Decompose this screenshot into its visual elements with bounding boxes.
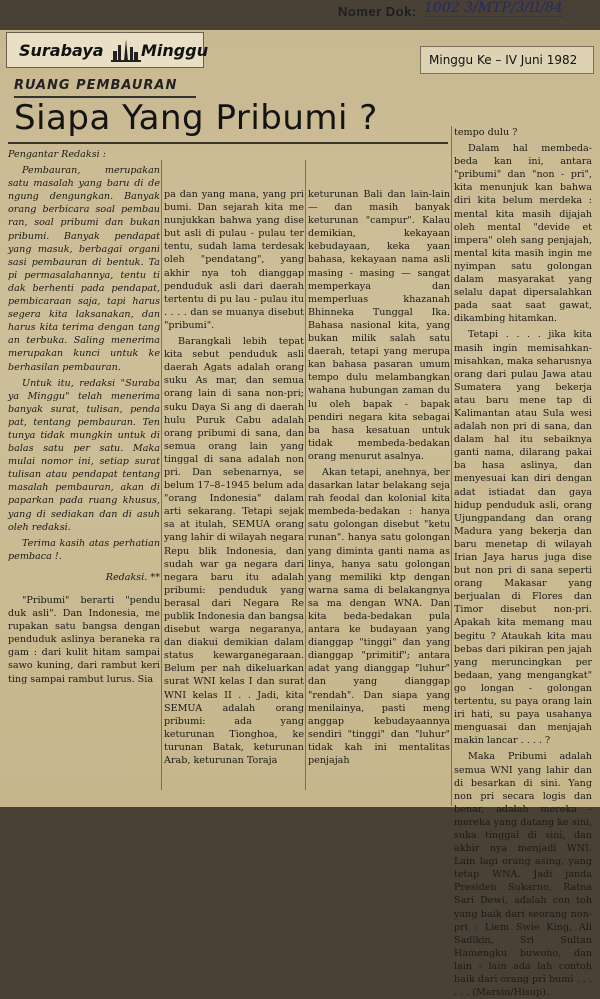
title-rule xyxy=(8,142,448,144)
document-number-value: 1002 3/MTP/3/II/84 xyxy=(424,0,563,16)
paragraph: Akan tetapi, anehnya, ber dasarkan latar belakang seja rah feodal dan kolonial kita membeda-bedakan : hanya satu golongan disebut "ketu runan". hanya satu golongan yang diminta ganti nama as linya, hanya satu golongan yang memiliki ktp dengan warna sama di belakangnya sa ma dengan WNA. Dan kita beda-bedakan pula antara ke budayaan yang dianggap "tinggi" dan yang dianggap "primitif"; antara adat yang dianggap "luhur" dan yang dianggap "rendah". Dan siapa yang menilainya, pasti meng anggap kebudayaannya sendiri "tinggi" dan "luhur" tidak kah ini mentalitas penjajah xyxy=(308,466,450,767)
rubric-heading: RUANG PEMBAURAN xyxy=(14,78,178,93)
article-column-3 xyxy=(308,188,450,808)
masthead-name-left: Surabaya xyxy=(19,41,104,60)
paragraph: pa dan yang mana, yang pri bumi. Dan sejarah kita me nunjukkan bahwa yang dise but asli di pulau - pulau ter tentu, sudah lama terdesak oleh "pendatang", yang akhir nya toh dianggap penduduk asli dari daerah tertentu di pu lau - pulau itu . . . . dan se muanya disebut "pribumi". xyxy=(164,189,304,331)
article-title: Siapa Yang Pribumi ? xyxy=(14,98,378,138)
column-divider xyxy=(305,160,306,790)
article-column-1 xyxy=(8,148,160,788)
masthead-name-right: Minggu xyxy=(141,41,209,60)
paragraph: Terima kasih atas perhatian pembaca !. xyxy=(8,537,160,562)
paragraph: keturunan Bali dan lain-lain — dan masih banyak keturunan "campur". Kalau demikian, kekayaan kebudayaan, keka yaan bahasa, kekayaan nama asli masing - masing — sangat memperkaya dan memperluas khazanah Bhinneka Tunggal Ika. Bahasa nasional kita, yang bukan milik salah satu daerah, tetapi yang merupa kan bahasa pasaran umum tempo dulu melambangkan wahana hubungan zaman du lu oleh bapak - bapak pendiri negara kita sebagai ba hasa kesatuan untuk tidak membeda-bedakan orang menurut asalnya. xyxy=(308,189,450,462)
paragraph: Pembauran, merupakan satu masalah yang baru di de ngung dengungkan. Banyak orang berbicara soal pembau ran, soal pribumi dan bukan pribumi. Banyak pendapat yang masuk, berbagai organi sasi pembauran di bentuk. Ta pi permasalahannya, tentu ti dak berhenti pada pendapat, pembicaraan saja, tapi harus segera kita laksanakan, dan harus kita terima dengan tang an terbuka. Saling menerima merupakan kunci untuk ke berhasilan pembauran. xyxy=(8,165,160,373)
editorial-signature: Redaksi. ** xyxy=(105,571,160,583)
paragraph: tempo dulu ? xyxy=(454,127,518,138)
edition-date: Minggu Ke – IV Juni 1982 xyxy=(429,53,578,67)
newspaper-clipping xyxy=(0,30,600,999)
paragraph: "Pribumi" berarti "pendu duk asli". Dan Indonesia, me rupakan satu bangsa dengan penduduk aslinya beraneka ra gam : dari kulit hitam sampai sawo kuning, dari rambut keri ting sampai rambut lurus. Sia xyxy=(8,595,160,685)
document-number-label: Nomer Dok: xyxy=(338,4,417,19)
masthead xyxy=(6,32,209,68)
city-skyline-icon xyxy=(111,37,141,63)
edition-box xyxy=(420,46,594,74)
paragraph: Maka Pribumi adalah semua WNI yang lahir dan di besarkan di sini. Yang non pri secara logis dan benar, adalah mereka - mereka yang datang ke sini, suka tinggal di sini, dan akhir nya menjadi WNI. Lain lagi orang asing, yang tetap WNA. Jadi janda Presiden Sukarno, Ratna Sari Dewi, adalah con toh yang baik dari seorang non-pri : Liem Swie King, Ali Sadikin, Sri Sultan Hamengku buwono, dan lain - lain ada lah contoh baik dari orang pri bumi . . . . . . (Marsin/Hisup). xyxy=(454,751,592,999)
document-number-handwritten xyxy=(424,0,563,16)
column-divider xyxy=(161,160,162,790)
paragraph: Untuk itu, redaksi "Suraba ya Minggu" telah menerima banyak surat, tulisan, penda pat, tentang pembauran. Ten tunya tidak mungkin untuk di balas satu per satu. Maka mulai nomor ini, setiap surat tulisan atau pendapat tentang masalah pembauran, akan di paparkan pada ruang khusus, yang di sediakan dan di asuh oleh redaksi. xyxy=(8,377,160,533)
article-column-4 xyxy=(454,126,592,999)
editorial-heading: Pengantar Redaksi : xyxy=(8,149,106,160)
paragraph: Tetapi . . . . jika kita masih ingin memisahkan- misahkan, maka seharusnya orang dari pulau Jawa atau Sumatera yang bekerja atau baru mene tap di Kalimantan atau Sula wesi adalah non pri di sana, dan dalam hal itu sebaiknya ganti nama, dilarang pakai ba hasa aslinya, dan menyesuai kan diri dengan adat istiadat dan gaya hidup penduduk asli, orang Ujungpandang dan orang Madura yang bekerja dan baru menetap di wilayah Irian Jaya harus juga dise but non pri di sana seperti orang Makasar yang berjualan di Flores dan Timor disebut non-pri. Apakah kita memang mau begitu ? Ataukah kita mau bebas dari pikiran pen jajah yang meruncingkan per bedaan, yang mengangkat" go longan - golongan tertentu, su paya orang lain iri hati, su paya usahanya menguasai dan menjajah makin lancar . . . . ? xyxy=(454,329,592,747)
paragraph: Dalam hal membeda- beda kan ini, antara "pribumi" dan "non - pri", kita menunjuk kan bahwa diri kita belum merdeka : mental kita masih dijajah oleh mental "devide et impera" oleh sang penjajah, mental kita masih ingin me nyimpan satu golongan dalam masyarakat yang selalu dapat dipersalahkan pada saat saat gawat, dikambing hitamkan. xyxy=(454,143,592,325)
article-column-2 xyxy=(164,188,304,808)
paragraph: Barangkali lebih tepat kita sebut penduduk asli daerah Agats adalah orang suku As mar, dan semua orang lain di sana non-pri; suku Daya Si ang di daerah hulu Puruk Cabu adalah orang pribumi di sana, dan semua orang lain yang tinggal di sana adalah non pri. Dan sebenarnya, se belum 17–8–1945 belum ada "orang Indonesia" dalam arti sekarang. Tetapi sejak sa at itulah, SEMUA orang yang lahir di wilayah negara Repu blik Indonesia, dan sudah war ga negara dari negara baru itu adalah pribumi: penduduk yang berasal dari Negara Re publik Indonesia dan bangsa disebut warga negaranya, dan diakui demikian dalam status kewarganegaraan. Belum per nah dikeluarkan surat WNI kelas I dan surat WNI kelas II . . Jadi, kita SEMUA adalah orang pribumi: ada yang keturunan Tionghoa, ke turunan Batak, keturunan Arab, keturunan Toraja xyxy=(164,336,304,767)
column-divider xyxy=(451,126,452,806)
